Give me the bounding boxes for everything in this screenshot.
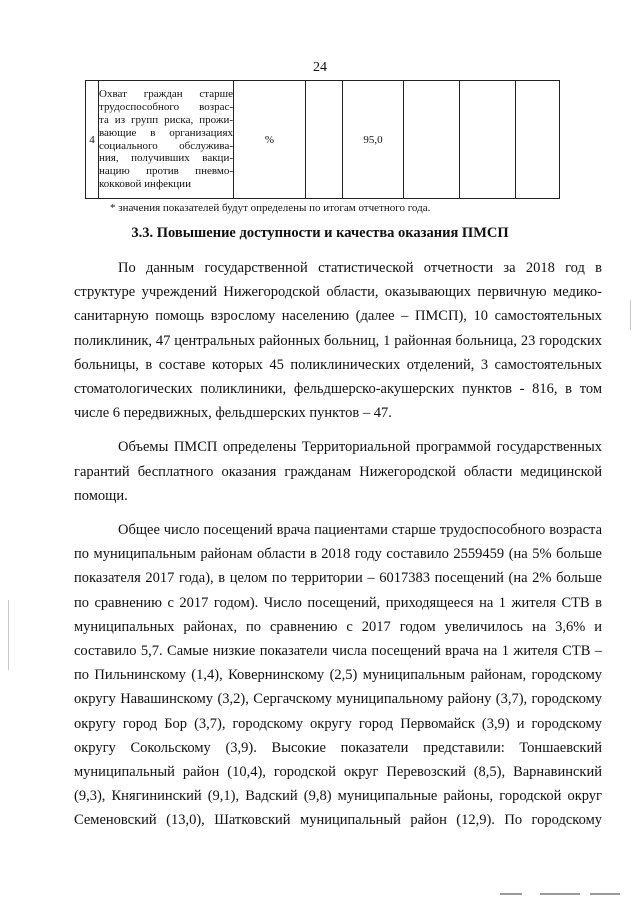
unit-cell: % bbox=[234, 81, 306, 199]
text-line: муниципальных районах, по сравнению с 2017 годом увеличилось на 3,6% и bbox=[74, 618, 602, 635]
text-line: гарантий бесплатного оказания гражданам Нижегородской области медицинской bbox=[74, 463, 602, 480]
scan-margin-mark bbox=[8, 600, 9, 670]
text-line: помощи. bbox=[74, 487, 128, 504]
scan-artifact bbox=[590, 893, 620, 895]
text-line: по муниципальным районам области в 2018 году составило 2559459 (на 5% больше bbox=[74, 546, 602, 563]
scan-artifact bbox=[540, 893, 580, 895]
text-line: округу город Бор (3,7), городскому округу город Первомайск (3,9) и городскому bbox=[74, 715, 602, 732]
indicator-table bbox=[85, 80, 560, 199]
text-line: округу Сокольскому (3,9). Высокие показатели представили: Тоншаевский bbox=[74, 739, 602, 756]
text-line: Общее число посещений врача пациентами старше трудоспособного возраста bbox=[118, 522, 602, 539]
text-line: округу Навашинскому (3,2), Сергачскому муниципальному району (3,7), городскому bbox=[74, 691, 602, 708]
empty-cell bbox=[460, 81, 516, 199]
text-line: по Пильнинскому (1,4), Ковернинскому (2,5) муниципальным районам, городскому bbox=[74, 667, 602, 684]
empty-cell bbox=[516, 81, 560, 199]
text-line: по сравнению с 2017 годом). Число посещений, приходящееся на 1 жителя СТВ в bbox=[74, 594, 602, 611]
paragraph bbox=[74, 518, 602, 833]
text-line: структуре учреждений Нижегородской области, оказывающих первичную медико- bbox=[74, 284, 602, 301]
text-line: (9,3), Княгининский (9,1), Вадский (9,8) муниципальные районы, городской округ bbox=[74, 788, 602, 805]
page-number: 24 bbox=[313, 60, 327, 75]
indicator-line: ния, получивших вакци- bbox=[99, 152, 233, 165]
text-line: показателя 2017 года), в целом по территории – 6017383 посещений (на 2% больше bbox=[74, 570, 602, 587]
section-heading: 3.3. Повышение доступности и качества оказания ПМСП bbox=[131, 225, 509, 241]
text-line: поликлиник, 47 центральных районных больниц, 1 районная больница, 23 городских bbox=[74, 332, 602, 349]
text-line: больницы, в составе которых 45 поликлинических отделений, 3 самостоятельных bbox=[74, 356, 602, 373]
indicator-line: нацию против пневмо- bbox=[99, 165, 233, 178]
row-number-cell: 4 bbox=[86, 81, 99, 199]
table-row bbox=[86, 81, 560, 199]
table-footnote: * значения показателей будут определены по итогам отчетного года. bbox=[110, 202, 431, 214]
indicator-line: Охват граждан старше bbox=[99, 87, 233, 100]
paragraph bbox=[74, 256, 602, 425]
indicator-line: кокковой инфекции bbox=[99, 178, 191, 191]
indicator-line: та из групп риска, прожи- bbox=[99, 113, 233, 126]
indicator-line: социального обслужива- bbox=[99, 139, 233, 152]
indicator-line: вающие в организациях bbox=[99, 126, 233, 139]
text-line: муниципальный район (10,4), городской округ Перевозский (8,5), Варнавинский bbox=[74, 764, 602, 781]
paragraph bbox=[74, 435, 602, 508]
body-text bbox=[74, 256, 602, 843]
text-line: стоматологических поликлиники, фельдшерско-акушерских пунктов - 816, в том bbox=[74, 381, 602, 398]
indicator-line: трудоспособного возрас- bbox=[99, 100, 233, 113]
empty-cell bbox=[404, 81, 460, 199]
scan-margin-mark bbox=[630, 300, 631, 330]
value-cell: 95,0 bbox=[343, 81, 404, 199]
empty-cell bbox=[306, 81, 343, 199]
scan-artifact bbox=[500, 893, 522, 895]
text-line: санитарную помощь взрослому населению (далее – ПМСП), 10 самостоятельных bbox=[74, 308, 602, 325]
text-line: Объемы ПМСП определены Территориальной программой государственных bbox=[118, 439, 602, 456]
indicator-name-cell bbox=[99, 81, 234, 199]
text-line: По данным государственной статистической отчетности за 2018 год в bbox=[118, 260, 602, 276]
text-line: Семеновский (13,0), Шатковский муниципальный район (12,9). По городскому bbox=[74, 812, 602, 829]
text-line: числе 6 передвижных, фельдшерских пунктов – 47. bbox=[74, 405, 392, 422]
text-line: составило 5,7. Самые низкие показатели числа посещений врача на 1 жителя СТВ – bbox=[74, 643, 602, 660]
